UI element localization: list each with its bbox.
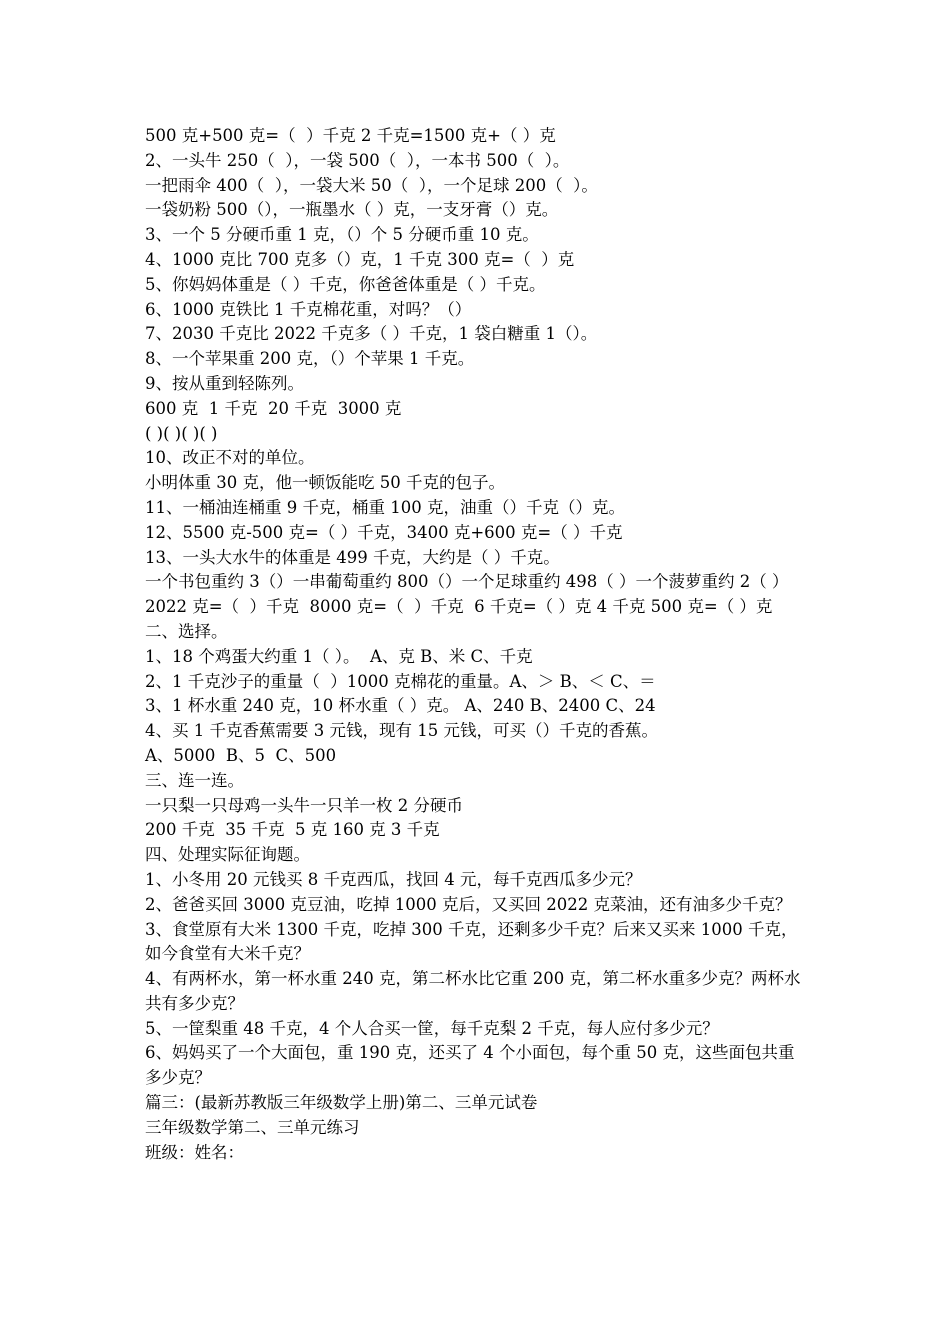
text-line: 一只梨一只母鸡一头牛一只羊一枚 2 分硬币 <box>145 795 463 815</box>
text-line: 2022 克=（ ）千克 8000 克=（ ）千克 6 千克=（ ）克 4 千克 500 克=（ ）克 <box>145 597 773 617</box>
text-line: 600 克 1 千克 20 千克 3000 克 <box>145 398 402 418</box>
text-line: 1、小冬用 20 元钱买 8 千克西瓜，找回 4 元，每千克西瓜多少元？ <box>145 869 642 889</box>
text-line: 5、你妈妈体重是（ ）千克，你爸爸体重是（ ）千克。 <box>145 274 546 294</box>
text-line: 5、一筐梨重 48 千克，4 个人合买一筐，每千克梨 2 千克，每人应付多少元？ <box>145 1018 719 1038</box>
section-heading: 三、连一连。 <box>145 770 244 790</box>
text-line: 6、1000 克铁比 1 千克棉花重，对吗？（） <box>145 299 472 319</box>
text-line: 11、一桶油连桶重 9 千克，桶重 100 克，油重（）千克（）克。 <box>145 497 625 517</box>
text-line: 2、一头牛 250（ ），一袋 500（ ），一本书 500（ ）。 <box>145 150 570 170</box>
text-line: 3、1 杯水重 240 克，10 杯水重（ ）克。 A、240 B、2400 C、24 <box>145 696 656 716</box>
text-line: 小明体重 30 克，他一顿饭能吃 50 千克的包子。 <box>145 473 505 493</box>
section-heading: 四、处理实际征询题。 <box>145 845 310 865</box>
text-line: 8、一个苹果重 200 克，（）个苹果 1 千克。 <box>145 349 475 369</box>
text-line: 4、1000 克比 700 克多（）克，1 千克 300 克=（ ）克 <box>145 249 575 269</box>
text-line: 500 克+500 克=（ ）千克 2 千克=1500 克+（ ）克 <box>145 126 556 145</box>
text-line: 3、食堂原有大米 1300 千克，吃掉 300 千克，还剩多少千克？后来又买来 1000 千克，如今食堂有大米千克？ <box>145 919 798 964</box>
text-line: 4、有两杯水，第一杯水重 240 克，第二杯水比它重 200 克，第二杯水重多少克？两杯水共有多少克？ <box>145 969 801 1013</box>
text-line: A、5000 B、5 C、500 <box>145 745 337 765</box>
text-line: 6、妈妈买了一个大面包，重 190 克，还买了 4 个小面包，每个重 50 克，这些面包共重多少克？ <box>145 1043 795 1088</box>
section-heading: 篇三：(最新苏教版三年级数学上册)第二、三单元试卷 <box>145 1093 538 1113</box>
text-line: 1、18 个鸡蛋大约重 1（ ）。 A、克 B、米 C、千克 <box>145 646 533 666</box>
text-line: 4、买 1 千克香蕉需要 3 元钱，现有 15 元钱，可买（）千克的香蕉。 <box>145 721 658 741</box>
text-line: 三年级数学第二、三单元练习 <box>145 1117 360 1137</box>
section-heading: 二、选择。 <box>145 621 228 641</box>
text-line: 10、改正不对的单位。 <box>145 448 315 468</box>
text-line: 3、一个 5 分硬币重 1 克，（）个 5 分硬币重 10 克。 <box>145 225 539 245</box>
text-line: 2、爸爸买回 3000 克豆油，吃掉 1000 克后，又买回 2022 克菜油，还有油多少千克？ <box>145 894 792 914</box>
text-line: 9、按从重到轻陈列。 <box>145 373 304 393</box>
document-page <box>145 124 810 1165</box>
text-line: 7、2030 千克比 2022 千克多（ ）千克，1 袋白糖重 1（）。 <box>145 324 598 344</box>
text-line: 一袋奶粉 500（），一瓶墨水（ ）克，一支牙膏（）克。 <box>145 200 559 220</box>
text-line: 2、1 千克沙子的重量（ ）1000 克棉花的重量。A、＞ B、＜ C、＝ <box>145 671 656 691</box>
text-line: ( )( )( )( ) <box>145 423 218 443</box>
text-line: 一个书包重约 3（）一串葡萄重约 800（）一个足球重约 498（ ）一个菠萝重约 2（ ） <box>145 572 789 592</box>
text-line: 一把雨伞 400（ ），一袋大米 50（ ），一个足球 200（ ）。 <box>145 175 598 195</box>
text-line: 13、一头大水牛的体重是 499 千克，大约是（ ）千克。 <box>145 547 560 567</box>
text-line: 200 千克 35 千克 5 克 160 克 3 千克 <box>145 820 440 840</box>
text-line: 12、5500 克-500 克=（ ）千克，3400 克+600 克=（ ）千克 <box>145 522 623 542</box>
text-line: 班级：姓名： <box>145 1142 244 1162</box>
